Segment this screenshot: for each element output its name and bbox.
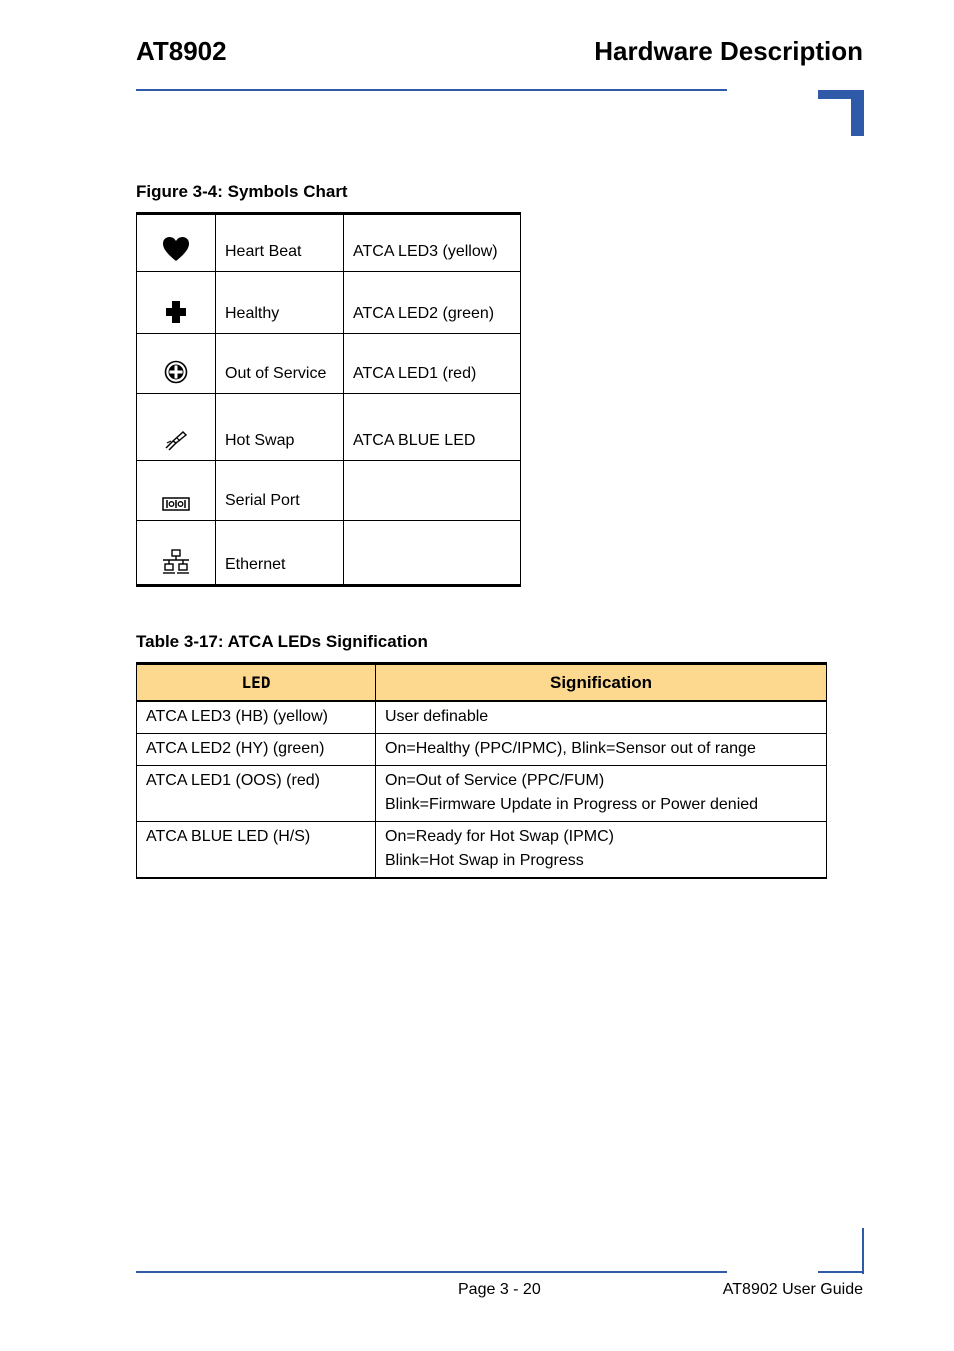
cross-icon — [137, 272, 216, 334]
symbol-row — [137, 272, 521, 334]
signification-line: Blink=Firmware Update in Progress or Power denied — [385, 796, 759, 813]
symbol-row — [137, 334, 521, 394]
table-row — [137, 734, 827, 766]
symbol-row — [137, 214, 521, 272]
symbol-name: Serial Port — [216, 461, 344, 521]
led-signification-table — [136, 662, 827, 879]
signification-cell — [376, 734, 827, 766]
symbol-name: Ethernet — [216, 521, 344, 586]
table-row — [137, 822, 827, 879]
symbol-led: ATCA BLUE LED — [344, 394, 521, 461]
symbol-name: Out of Service — [216, 334, 344, 394]
signification-cell — [376, 766, 827, 822]
signification-cell — [376, 822, 827, 879]
signification-cell — [376, 701, 827, 734]
symbol-led: ATCA LED3 (yellow) — [344, 214, 521, 272]
signification-line: On=Out of Service (PPC/FUM) — [385, 772, 605, 789]
signification-line: On=Ready for Hot Swap (IPMC) — [385, 828, 614, 845]
out-of-service-icon — [137, 334, 216, 394]
page-number: Page 3 - 20 — [458, 1281, 541, 1298]
symbol-row — [137, 461, 521, 521]
symbol-led: ATCA LED2 (green) — [344, 272, 521, 334]
figure-caption: Figure 3-4: Symbols Chart — [136, 182, 348, 201]
footer-rule — [136, 1271, 727, 1273]
guide-title: AT8902 User Guide — [722, 1281, 863, 1298]
signification-line: User definable — [385, 708, 489, 725]
symbol-led — [344, 461, 521, 521]
symbol-name: Heart Beat — [216, 214, 344, 272]
symbol-name: Hot Swap — [216, 394, 344, 461]
heart-icon — [137, 214, 216, 272]
footer-corner-mark — [818, 1228, 864, 1274]
table-row — [137, 701, 827, 734]
led-cell: ATCA LED2 (HY) (green) — [137, 734, 376, 766]
symbol-led — [344, 521, 521, 586]
header-corner-mark — [818, 90, 864, 136]
signification-line: On=Healthy (PPC/IPMC), Blink=Sensor out of range — [385, 740, 756, 757]
symbols-chart — [136, 212, 521, 587]
symbol-led: ATCA LED1 (red) — [344, 334, 521, 394]
symbol-name: Healthy — [216, 272, 344, 334]
signification-line: Blink=Hot Swap in Progress — [385, 852, 584, 869]
symbol-row — [137, 521, 521, 586]
led-cell: ATCA LED1 (OOS) (red) — [137, 766, 376, 822]
document-title: AT8902 — [136, 36, 227, 66]
section-title: Hardware Description — [594, 36, 863, 66]
led-cell: ATCA LED3 (HB) (yellow) — [137, 701, 376, 734]
symbol-row — [137, 394, 521, 461]
hot-swap-icon — [137, 394, 216, 461]
ethernet-icon — [137, 521, 216, 586]
table-row — [137, 766, 827, 822]
header-rule — [136, 89, 727, 91]
column-header-led: LED — [137, 664, 376, 702]
column-header-signification: Signification — [376, 664, 827, 702]
serial-port-icon — [137, 461, 216, 521]
led-cell: ATCA BLUE LED (H/S) — [137, 822, 376, 879]
table-header-row — [137, 664, 827, 702]
table-caption: Table 3-17: ATCA LEDs Signification — [136, 632, 428, 651]
